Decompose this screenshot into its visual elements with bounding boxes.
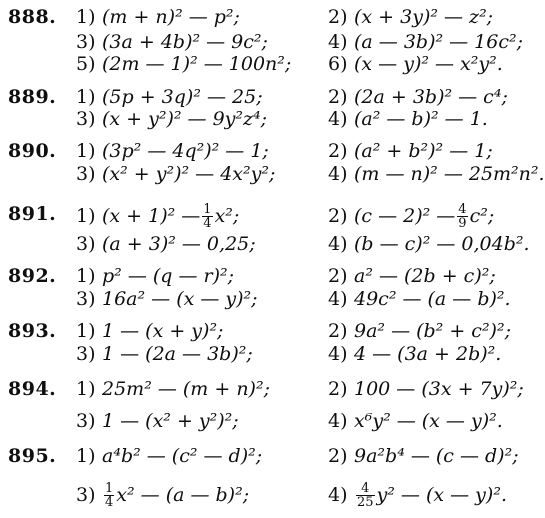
exercise-item: [76, 482, 249, 509]
item-label: 2): [328, 378, 348, 400]
item-label: 2): [328, 265, 348, 287]
fraction: [202, 203, 212, 230]
item-expression: 49c² — (a — b)².: [354, 288, 511, 310]
item-expression-part: (c — 2)² —: [354, 204, 456, 227]
item-expression: 4 — (3a + 2b)².: [354, 343, 502, 365]
exercise-item: [328, 288, 511, 310]
exercise-item: [328, 203, 494, 230]
exercise-item: [328, 343, 501, 365]
item-label: 2): [328, 86, 348, 108]
item-label: 4): [328, 31, 348, 53]
item-expression: (x² + y²)² — 4x²y²;: [102, 163, 276, 185]
exercise-item: [76, 265, 234, 287]
problem-number: 895.: [8, 445, 57, 467]
item-label: 5): [76, 53, 96, 75]
item-expression: p² — (q — r)²;: [102, 265, 235, 287]
exercise-item: [76, 233, 256, 255]
item-expression-part: x²;: [214, 204, 240, 227]
item-expression-part: y² — (x — y)².: [376, 483, 507, 506]
exercise-item: [328, 482, 507, 509]
item-expression: 16a² — (x — y)²;: [102, 288, 258, 310]
problem-number: 891.: [8, 203, 57, 225]
fraction-denominator: 4: [203, 216, 212, 231]
item-label: 1): [76, 204, 96, 227]
exercise-item: [328, 6, 493, 28]
problem-number: 889.: [8, 86, 57, 108]
item-label: 1): [76, 265, 96, 287]
item-expression: 25m² — (m + n)²;: [102, 378, 270, 400]
exercise-item: [76, 378, 270, 400]
item-expression: 1 — (x + y)²;: [102, 320, 224, 342]
exercise-item: [328, 86, 508, 108]
item-expression: (a — 3b)² — 16c²;: [354, 31, 524, 53]
item-expression: (3p² — 4q²)² — 1;: [102, 140, 269, 162]
item-label: 2): [328, 445, 348, 467]
item-expression: 9a²b⁴ — (c — d)²;: [354, 445, 519, 467]
fraction-denominator: 25: [357, 495, 374, 510]
item-expression: (x + y²)² — 9y²z⁴;: [102, 108, 268, 130]
item-label: 3): [76, 483, 96, 506]
exercise-item: [76, 86, 263, 108]
item-expression: (x + 3y)² — z²;: [354, 6, 494, 28]
item-expression-part: x² — (a — b)²;: [116, 483, 250, 506]
item-expression: a⁴b² — (c² — d)²;: [102, 445, 263, 467]
fraction: [104, 482, 114, 509]
exercise-item: [76, 108, 267, 130]
item-label: 3): [76, 410, 96, 432]
fraction: [457, 203, 467, 230]
problem-number: 890.: [8, 140, 57, 162]
item-expression: (m + n)² — p²;: [102, 6, 240, 28]
item-label: 1): [76, 86, 96, 108]
item-expression: (m — n)² — 25m²n².: [354, 163, 545, 185]
fraction-numerator: 4: [458, 202, 467, 217]
exercise-item: [76, 410, 239, 432]
item-expression: 1 — (2a — 3b)²;: [102, 343, 253, 365]
item-label: 6): [328, 53, 348, 75]
item-label: 4): [328, 343, 348, 365]
fraction-denominator: 9: [458, 216, 467, 231]
item-label: 2): [328, 320, 348, 342]
problem-number: 894.: [8, 378, 57, 400]
item-expression: 1 — (x² + y²)²;: [102, 410, 239, 432]
exercise-item: [328, 163, 545, 185]
item-label: 3): [76, 288, 96, 310]
item-label: 4): [328, 288, 348, 310]
item-label: 1): [76, 445, 96, 467]
item-expression: 9a² — (b² + c²)²;: [354, 320, 511, 342]
fraction: [356, 482, 375, 509]
exercise-item: [76, 140, 269, 162]
item-label: 4): [328, 163, 348, 185]
item-expression: a² — (2b + c)²;: [354, 265, 496, 287]
fraction-numerator: 1: [203, 202, 212, 217]
item-label: 2): [328, 140, 348, 162]
item-label: 1): [76, 6, 96, 28]
exercise-item: [76, 320, 223, 342]
exercise-item: [76, 203, 239, 230]
item-label: 4): [328, 410, 348, 432]
item-expression: (x — y)² — x²y².: [354, 53, 503, 75]
exercise-item: [76, 343, 253, 365]
item-expression: (5p + 3q)² — 25;: [102, 86, 263, 108]
exercise-item: [328, 140, 493, 162]
item-expression: (a² + b²)² — 1;: [354, 140, 493, 162]
exercise-item: [76, 6, 240, 28]
exercise-item: [76, 53, 291, 75]
exercise-item: [328, 108, 488, 130]
item-label: 2): [328, 204, 348, 227]
fraction-denominator: 4: [105, 495, 114, 510]
item-expression: (a² — b)² — 1.: [354, 108, 488, 130]
problem-number: 892.: [8, 265, 57, 287]
exercise-item: [76, 288, 258, 310]
item-label: 4): [328, 483, 348, 506]
item-label: 1): [76, 378, 96, 400]
item-label: 3): [76, 108, 96, 130]
exercise-item: [328, 445, 519, 467]
item-label: 3): [76, 343, 96, 365]
item-expression: (2a + 3b)² — c⁴;: [354, 86, 508, 108]
exercise-item: [328, 53, 503, 75]
item-expression-part: c²;: [469, 204, 495, 227]
exercise-item: [328, 265, 496, 287]
exercise-item: [328, 378, 524, 400]
item-expression-part: (x + 1)² —: [102, 204, 201, 227]
exercise-item: [76, 163, 275, 185]
item-label: 3): [76, 233, 96, 255]
item-label: 1): [76, 140, 96, 162]
fraction-numerator: 4: [356, 482, 375, 496]
item-label: 3): [76, 31, 96, 53]
exercise-item: [76, 445, 262, 467]
exercise-item: [76, 31, 268, 53]
problem-number: 888.: [8, 6, 57, 28]
exercise-item: [328, 410, 503, 432]
exercise-item: [328, 31, 523, 53]
fraction-numerator: 1: [105, 481, 114, 496]
item-label: 3): [76, 163, 96, 185]
exercise-item: [328, 233, 530, 255]
item-expression: 100 — (3x + 7y)²;: [354, 378, 524, 400]
item-expression: x⁶y² — (x — y)².: [354, 410, 503, 432]
item-label: 4): [328, 108, 348, 130]
item-label: 2): [328, 6, 348, 28]
item-expression: (3a + 4b)² — 9c²;: [102, 31, 268, 53]
item-expression: (a + 3)² — 0,25;: [102, 233, 256, 255]
item-label: 4): [328, 233, 348, 255]
item-label: 1): [76, 320, 96, 342]
item-expression: (b — c)² — 0,04b².: [354, 233, 530, 255]
item-expression: (2m — 1)² — 100n²;: [102, 53, 292, 75]
exercise-item: [328, 320, 511, 342]
problem-number: 893.: [8, 320, 57, 342]
